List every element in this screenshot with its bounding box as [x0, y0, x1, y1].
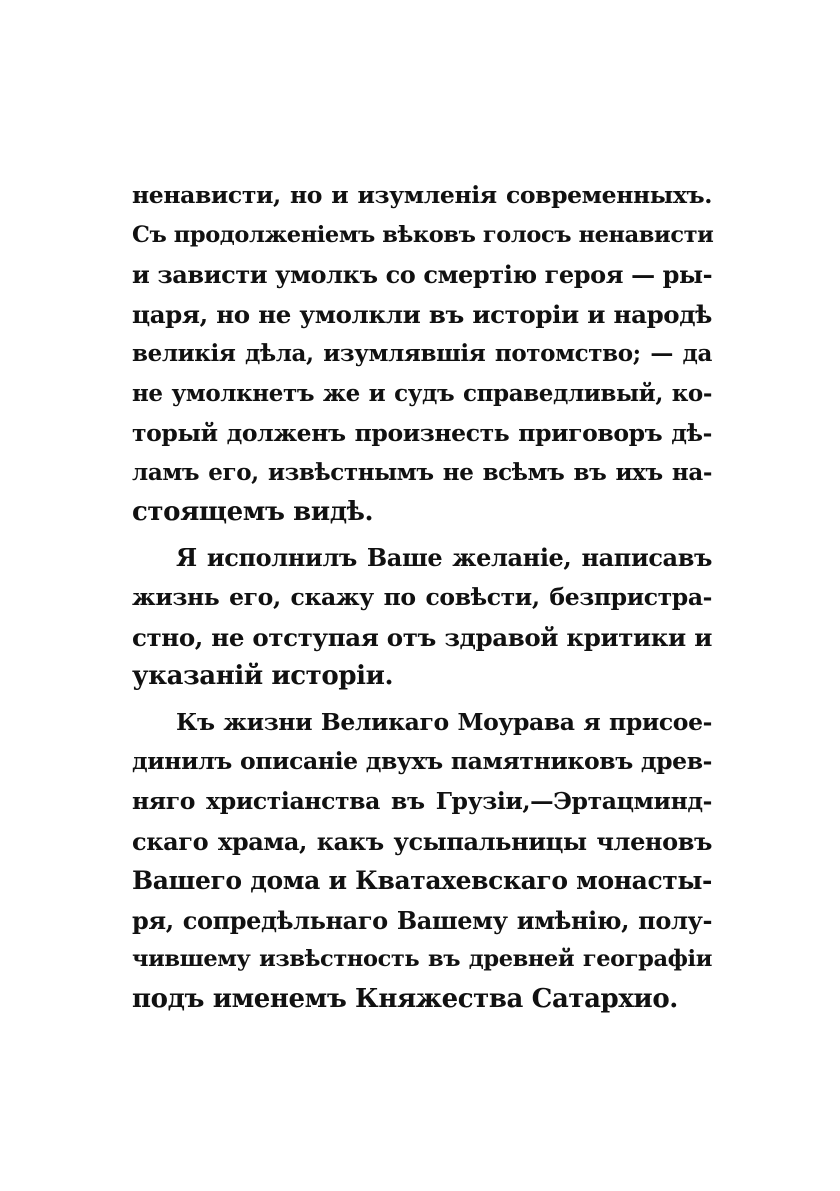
- text-line: великія дѣла, изумлявшія потомство; — да: [132, 340, 712, 368]
- text-line: няго христіанства въ Грузіи,—Эртацминд-: [132, 786, 712, 815]
- paragraph: [132, 538, 712, 696]
- text-line: и зависти умолкъ со смертію героя — ры-: [132, 260, 713, 290]
- text-line: динилъ описаніе двухъ памятниковъ древ-: [132, 747, 712, 776]
- paragraph: [132, 703, 712, 1020]
- text-line: Съ продолженіемъ вѣковъ голосъ ненависти: [132, 221, 714, 248]
- text-line: чившему извѣстность въ древней географіи: [132, 946, 712, 973]
- text-line: ламъ его, извѣстнымъ не всѣмъ въ ихъ на-: [132, 459, 712, 487]
- text-line: указаній исторіи.: [132, 661, 394, 692]
- text-line: стно, не отступая отъ здравой критики и: [132, 622, 712, 652]
- page-text: [132, 176, 712, 1019]
- text-line: Я исполнилъ Ваше желаніе, написавъ: [176, 543, 712, 573]
- text-line: ненависти, но и изумленія современныхъ.: [132, 181, 712, 209]
- text-line: торый долженъ произнесть приговоръ дѣ-: [132, 418, 712, 447]
- text-line: Вашего дома и Кватахевскаго монасты-: [132, 866, 712, 896]
- paragraph: [132, 176, 712, 532]
- text-line: скаго храма, какъ усыпальницы членовъ: [132, 826, 712, 856]
- text-line: не умолкнетъ же и судъ справедливый, ко-: [132, 379, 712, 407]
- text-line: стоящемъ видѣ.: [132, 496, 374, 527]
- text-line: царя, но не умолкли въ исторіи и народѣ: [132, 299, 712, 329]
- text-line: ря, сопредѣльнаго Вашему имѣнію, полу-: [132, 905, 712, 935]
- text-line: Къ жизни Великаго Моурава я присое-: [176, 707, 712, 736]
- text-line: жизнь его, скажу по совѣсти, безпристра-: [132, 582, 712, 611]
- text-line: подъ именемъ Княжества Сатархио.: [132, 983, 678, 1014]
